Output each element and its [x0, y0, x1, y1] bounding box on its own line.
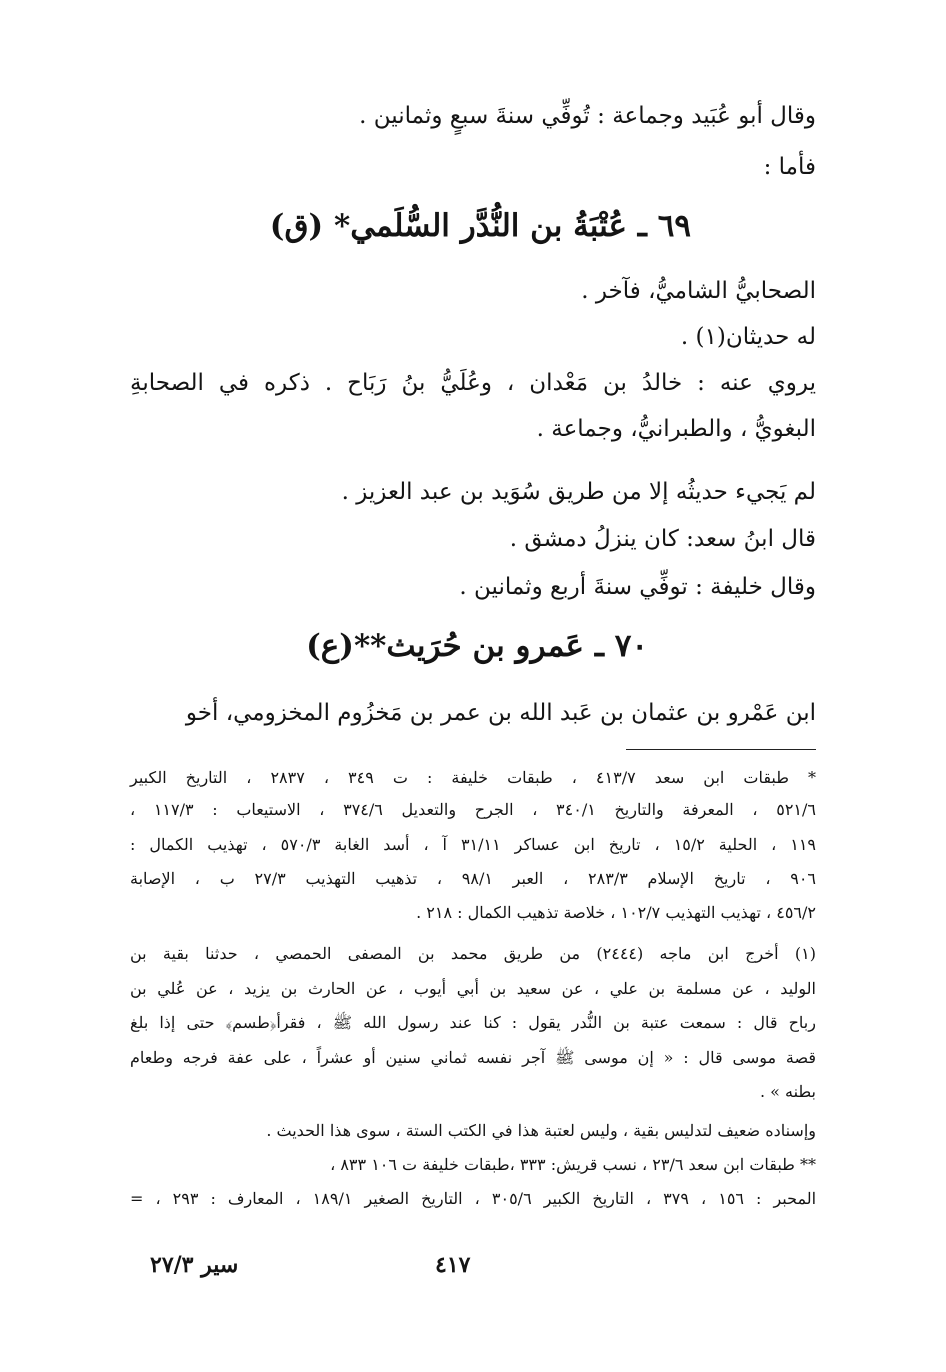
- footnote-line: الوليد ، عن مسلمة بن علي ، عن سعيد بن أبي أيوب ، عن الحارث بن يزيد ، عن عُلي بن: [130, 979, 816, 998]
- footnote-line: ٤٥٦/٢ ، تهذيب التهذيب ١٠٢/٧ ، خلاصة تذهيب الكمال : ٢١٨ .: [416, 903, 816, 922]
- body-line: فأما :: [763, 154, 816, 180]
- body-line: قال ابنُ سعد: كان ينزلُ دمشق .: [509, 526, 816, 552]
- body-line: الصحابيُّ الشاميُّ، فآخر .: [581, 278, 816, 304]
- footnote-line: ** طبقات ابن سعد ٢٣/٦ ، نسب قريش: ٣٣٣ ،طبقات خليفة ت ١٠٦ ٨٣٣ ،: [330, 1155, 816, 1174]
- body-line: وقال أبو عُبَيد وجماعة : تُوفِّي سنةَ سبعٍ وثمانين .: [359, 103, 816, 129]
- body-line: البغويُّ ، والطبرانيُّ، وجماعة .: [536, 416, 816, 442]
- footnote-line: قصة موسى قال : « إن موسى ﷺ آجر نفسه ثماني سنين أو عشراً ، على عفة فرجه وطعام: [130, 1048, 816, 1067]
- footnote-line: وإسناده ضعيف لتدليس بقية ، وليس لعتبة هذا في الكتب الستة ، سوى هذا الحديث .: [266, 1121, 816, 1140]
- body-line: لم يَجيء حديثُه إلا من طريق سُوَيد بن عبد العزيز .: [341, 479, 816, 505]
- footnote-line: ٥٢١/٦ ، المعرفة والتاريخ ٣٤٠/١ ، الجرح والتعديل ٣٧٤/٦ ، الاستيعاب : ١١٧/٣ ،: [130, 800, 816, 819]
- footnote-line: رباح قال : سمعت عتبة بن النُّدر يقول : كنا عند رسول الله ﷺ ، فقرأ﴿طسم﴾ حتى إذا بلغ: [130, 1013, 816, 1032]
- body-line: يروي عنه : خالدُ بن مَعْدان ، وعُلَيُّ بنُ رَبَاح . ذكره في الصحابةِ: [130, 370, 816, 396]
- footnote-line: ١١٩ ، الحلية ١٥/٢ ، تاريخ ابن عساكر ٣١/١١ آ ، أسد الغابة ٥٧٠/٣ ، تهذيب الكمال :: [130, 835, 816, 854]
- entry-heading-69: ٦٩ ـ عُتْبَةُ بن النُّدَّر السُّلَمي* (ق): [269, 208, 691, 244]
- footnote-separator: [626, 749, 816, 750]
- footnote-line: بطنه » .: [759, 1082, 816, 1101]
- entry-heading-70: ٧٠ ـ عَمرو بن حُرَيث**(ع): [306, 628, 648, 664]
- footnote-line: المحبر : ١٥٦ ، ٣٧٩ ، التاريخ الكبير ٣٠٥/٦ ، التاريخ الصغير ١٨٩/١ ، المعارف : ٢٩٣ ، =: [130, 1189, 817, 1208]
- page-number: ٤١٧: [435, 1252, 471, 1278]
- footnote-line: * طبقات ابن سعد ٤١٣/٧ ، طبقات خليفة : ت ٣٤٩ ، ٢٨٣٧ ، التاريخ الكبير: [130, 768, 817, 787]
- signature-mark: سير ٢٧/٣: [150, 1252, 239, 1278]
- footnote-line: ٩٠٦ ، تاريخ الإسلام ٢٨٣/٣ ، العبر ٩٨/١ ، تذهيب التهذيب ٢٧/٣ ب ، الإصابة: [130, 869, 817, 888]
- body-line: وقال خليفة : توفِّي سنةَ أربع وثمانين .: [459, 574, 816, 600]
- body-line: له حديثان(١) .: [680, 324, 816, 350]
- body-line: ابن عَمْرو بن عثمان بن عَبد الله بن عمر بن مَخزُوم المخزومي، أخو: [185, 700, 816, 726]
- footnote-line: (١) أخرج ابن ماجه (٢٤٤٤) من طريق محمد بن المصفى الحمصي ، حدثنا بقية بن: [130, 944, 816, 963]
